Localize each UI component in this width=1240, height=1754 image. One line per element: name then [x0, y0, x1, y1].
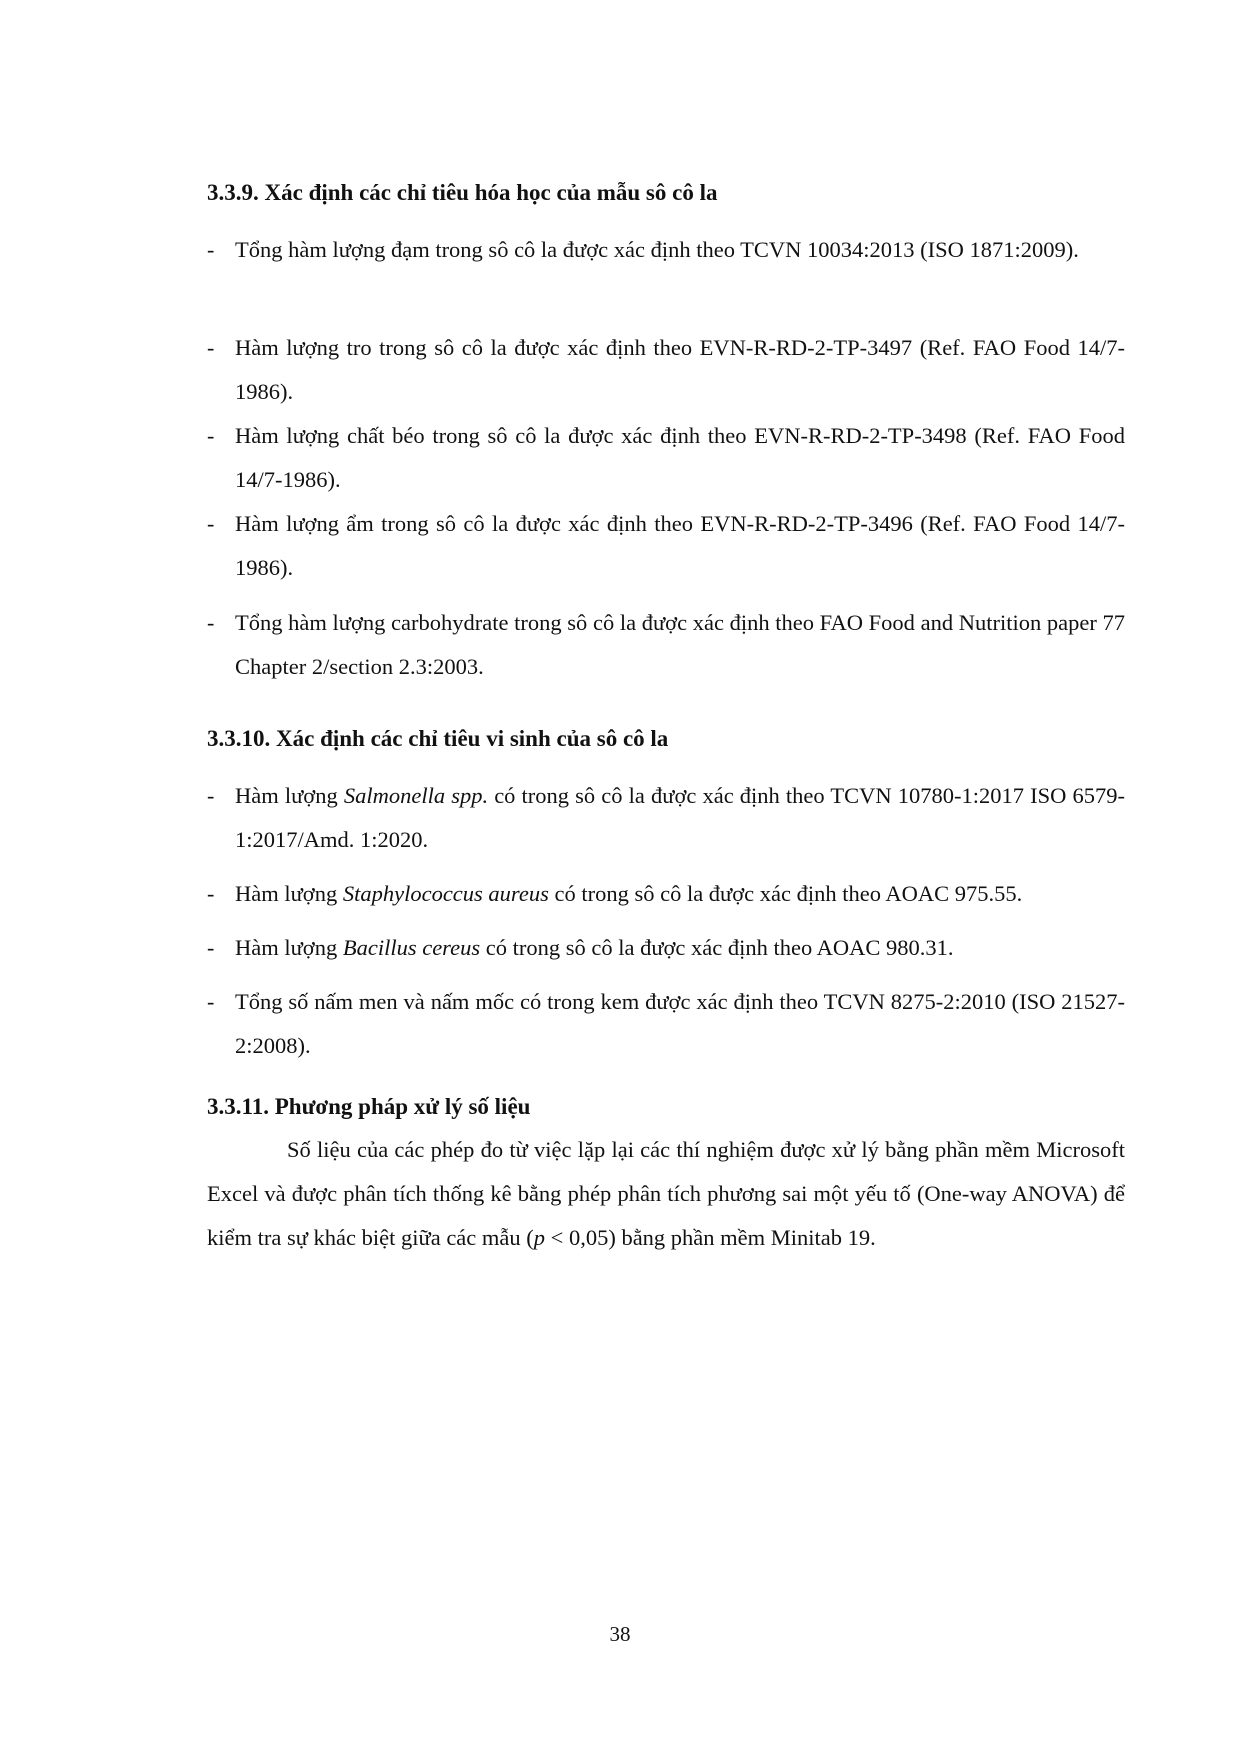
bullet-dash: -: [207, 237, 215, 262]
section-heading-3-3-11: 3.3.11. Phương pháp xử lý số liệu: [207, 1094, 531, 1119]
bullet-dash: -: [207, 511, 215, 536]
list-item-text: [235, 872, 1125, 916]
text-run: có trong sô cô la được xác định theo AOAC 980.31.: [480, 935, 954, 960]
text-run: < 0,05) bằng phần mềm Minitab 19.: [545, 1225, 876, 1250]
list-item-text: Tổng hàm lượng carbohydrate trong sô cô la được xác định theo FAO Food and Nutrition paper 77 Chapter 2/section 2.3:2003.: [235, 610, 1125, 679]
bullet-dash: -: [207, 783, 215, 808]
body-paragraph: [207, 1128, 1125, 1260]
section-heading-3-3-9: 3.3.9. Xác định các chỉ tiêu hóa học của mẫu sô cô la: [207, 180, 718, 205]
bullet-dash: -: [207, 423, 215, 448]
organism-name: Staphylococcus aureus: [342, 881, 549, 906]
section-heading-3-3-10: 3.3.10. Xác định các chỉ tiêu vi sinh của sô cô la: [207, 726, 669, 751]
organism-name: Salmonella spp.: [343, 783, 489, 808]
text-run: Số liệu của các phép đo từ việc lặp lại các thí nghiệm được xử lý bằng phần mềm Microsoft Excel và được phân tích thống kê bằng phép phân tích phương sai một yếu tố (One-way ANOVA) để kiểm tra sự khác biệt giữa các mẫu (: [207, 1137, 1125, 1250]
list-item: [207, 774, 1125, 862]
list-item-text: Hàm lượng tro trong sô cô la được xác định theo EVN-R-RD-2-TP-3497 (Ref. FAO Food 14/7-1986).: [235, 335, 1125, 404]
list-item: [207, 872, 1125, 916]
bullet-dash: -: [207, 881, 215, 906]
list-item-text: Tổng số nấm men và nấm mốc có trong kem được xác định theo TCVN 8275-2:2010 (ISO 21527-2:2008).: [235, 989, 1125, 1058]
list-item: [207, 228, 1125, 272]
organism-name: Bacillus cereus: [342, 935, 481, 960]
list-item-text: Hàm lượng chất béo trong sô cô la được xác định theo EVN-R-RD-2-TP-3498 (Ref. FAO Food 14/7-1986).: [235, 423, 1125, 492]
bullet-dash: -: [207, 335, 215, 360]
list-item: [207, 926, 1125, 970]
text-run: Hàm lượng: [235, 935, 343, 960]
bullet-dash: -: [207, 935, 215, 960]
bullet-dash: -: [207, 989, 215, 1014]
text-run: Hàm lượng: [235, 881, 343, 906]
text-run: có trong sô cô la được xác định theo TCVN 10780-1:2017 ISO 6579-1:2017/Amd. 1:2020.: [235, 783, 1125, 852]
list-item: [207, 414, 1125, 502]
list-item-text: Tổng hàm lượng đạm trong sô cô la được xác định theo TCVN 10034:2013 (ISO 1871:2009).: [235, 237, 1079, 262]
p-value-symbol: p: [533, 1225, 546, 1250]
list-item-text: [235, 926, 1125, 970]
list-item: [207, 601, 1125, 689]
list-item: [207, 502, 1125, 590]
list-item-text: [235, 774, 1125, 862]
list-item-text: Hàm lượng ẩm trong sô cô la được xác định theo EVN-R-RD-2-TP-3496 (Ref. FAO Food 14/7-1986).: [235, 511, 1125, 580]
text-run: Hàm lượng: [235, 783, 344, 808]
list-item: [207, 980, 1125, 1068]
text-run: có trong sô cô la được xác định theo AOAC 975.55.: [548, 881, 1023, 906]
page-number: 38: [609, 1622, 631, 1646]
bullet-dash: -: [207, 610, 215, 635]
list-item: [207, 326, 1125, 414]
